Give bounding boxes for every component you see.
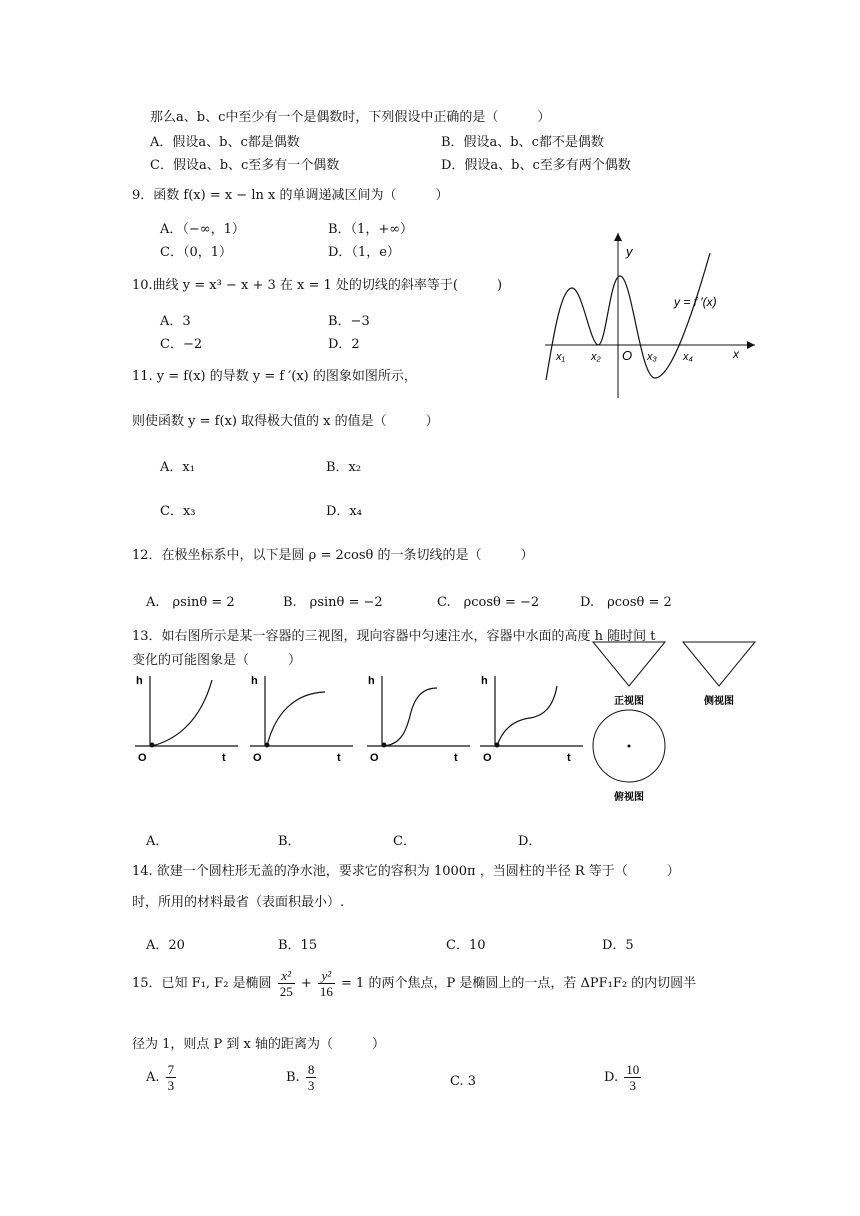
top-view-center-dot (628, 745, 631, 748)
q11-option-b[interactable]: B．x₂ (326, 460, 362, 475)
option-b-den: 3 (307, 1078, 315, 1093)
option-d-num: 10 (626, 1062, 640, 1077)
q15-option-d[interactable] (604, 1062, 643, 1093)
origin-dot (495, 743, 500, 748)
q15-stem-b: = 1 的两个焦点，P 是椭圆上的一点，若 ΔPF₁F₂ 的内切圆半 (341, 976, 697, 991)
h-label: h (368, 675, 375, 687)
option-b-num: 8 (307, 1062, 315, 1077)
tick-x1: x₁ (556, 351, 565, 363)
origin-label: O (622, 348, 633, 363)
q9-option-c[interactable]: C．（0，1） (160, 245, 232, 260)
q8-option-d[interactable]: D．假设a、b、c至多有两个偶数 (441, 158, 631, 173)
t-label: t (222, 752, 226, 764)
y-axis-arrow (614, 233, 622, 241)
graph-b-curve (267, 692, 325, 746)
h-label: h (251, 675, 258, 687)
q14-option-c[interactable]: C．10 (446, 938, 486, 953)
option-d-fraction (624, 1062, 641, 1093)
q15-option-c[interactable]: C. 3 (450, 1074, 477, 1089)
q13-option-d[interactable]: D． (518, 834, 542, 849)
q12-option-d[interactable]: D. ρcosθ = 2 (580, 595, 672, 610)
graph-d-curve (497, 686, 557, 746)
q11-option-c[interactable]: C．x₃ (160, 504, 196, 519)
front-view-triangle (593, 642, 665, 686)
q12-stem: 12．在极坐标系中，以下是圆 ρ = 2cosθ 的一条切线的是（ ） (132, 548, 534, 563)
q8-option-c[interactable]: C．假设a、b、c至多有一个偶数 (150, 158, 340, 173)
q11-stem-1: 11. y = f(x) 的导数 y = f ′(x) 的图象如图所示， (132, 369, 417, 384)
q12-option-c[interactable]: C. ρcosθ = −2 (437, 595, 540, 610)
h-label: h (136, 675, 143, 687)
q13-graph-b (245, 668, 360, 768)
option-d-den: 3 (624, 1077, 641, 1093)
option-a-label: A. (146, 1070, 160, 1085)
frac-x-den: 25 (279, 984, 293, 999)
q12-option-a[interactable]: A. ρsinθ = 2 (146, 595, 235, 610)
tick-x2: x₂ (591, 351, 601, 363)
graph-a-curve (152, 680, 212, 746)
q10-option-a[interactable]: A．3 (160, 314, 191, 329)
q8-stem: 那么a、b、c中至少有一个是偶数时，下列假设中正确的是（ ） (150, 110, 551, 125)
q9-option-d[interactable]: D．（1，e） (328, 245, 400, 260)
q13-stem-2: 变化的可能图象是（ ） (132, 653, 302, 668)
front-view-label: 正视图 (614, 696, 644, 707)
top-view-label: 俯视图 (614, 792, 644, 803)
q15-frac-y (318, 968, 335, 999)
q14-stem-1: 14. 欲建一个圆柱形无盖的净水池，要求它的容积为 1000π ，当圆柱的半径 R 等于（ ） (132, 864, 680, 879)
q15-option-a[interactable] (146, 1062, 178, 1093)
option-b-label: B. (286, 1070, 300, 1085)
q15-option-b[interactable] (286, 1062, 318, 1093)
origin-dot (382, 743, 387, 748)
frac-y-num: y² (321, 968, 332, 983)
q10-option-c[interactable]: C．−2 (160, 337, 203, 352)
option-d-label: D. (604, 1070, 619, 1085)
q10-stem: 10.曲线 y = x³ − x + 3 在 x = 1 处的切线的斜率等于( ) (132, 278, 503, 293)
t-label: t (567, 752, 571, 764)
q13-option-a[interactable]: A． (146, 834, 169, 849)
q13-graph-d (475, 668, 590, 768)
frac-x-num: x² (281, 968, 292, 983)
origin-label: O (370, 752, 379, 764)
q13-graph-c (362, 668, 477, 768)
q14-option-b[interactable]: B．15 (278, 938, 318, 953)
q9-option-b[interactable]: B．（1，+∞） (328, 222, 414, 237)
curve-label: y = f ′(x) (674, 295, 717, 309)
h-label: h (481, 675, 488, 687)
side-view-label: 侧视图 (704, 696, 734, 707)
q11-derivative-graph (540, 228, 765, 403)
q8-option-b[interactable]: B．假设a、b、c都不是偶数 (441, 135, 604, 150)
origin-label: O (483, 752, 492, 764)
q13-option-b[interactable]: B． (278, 834, 301, 849)
option-b-fraction (306, 1062, 317, 1093)
q15-stem-1 (132, 968, 696, 999)
side-view-triangle (683, 642, 755, 686)
q14-option-d[interactable]: D．5 (602, 938, 634, 953)
q11-option-a[interactable]: A．x₁ (160, 460, 195, 475)
q10-option-b[interactable]: B．−3 (328, 314, 370, 329)
q15-stem-2: 径为 1，则点 P 到 x 轴的距离为（ ） (132, 1037, 386, 1052)
q15-frac-x (278, 968, 295, 999)
q11-option-d[interactable]: D．x₄ (326, 504, 362, 519)
option-a-num: 7 (167, 1062, 175, 1077)
q9-option-a[interactable]: A．（−∞，1） (160, 222, 245, 237)
q14-option-a[interactable]: A．20 (146, 938, 185, 953)
y-label: y (626, 244, 633, 259)
option-a-fraction (166, 1062, 177, 1093)
graph-c-curve (384, 688, 437, 746)
x-label: x (733, 347, 739, 361)
q15-stem-a: 15．已知 F₁, F₂ 是椭圆 (132, 976, 272, 991)
q13-stem-1: 13．如右图所示是某一容器的三视图，现向容器中匀速注水，容器中水面的高度 h 随时间 t (132, 629, 656, 644)
x-axis-arrow (747, 341, 755, 349)
q8-option-a[interactable]: A．假设a、b、c都是偶数 (150, 135, 300, 150)
origin-dot (150, 743, 155, 748)
origin-label: O (138, 752, 147, 764)
q15-plus: + (300, 976, 312, 991)
origin-dot (265, 743, 270, 748)
option-a-den: 3 (167, 1078, 175, 1093)
q11-stem-2: 则使函数 y = f(x) 取得极大值的 x 的值是（ ） (132, 414, 439, 429)
q9-stem: 9．函数 f(x) = x − ln x 的单调递减区间为（ ） (132, 188, 449, 203)
three-view-drawing (585, 636, 760, 811)
q13-graph-a (130, 668, 245, 768)
q10-option-d[interactable]: D．2 (328, 337, 360, 352)
t-label: t (454, 752, 458, 764)
tick-x4: x₄ (683, 351, 693, 363)
origin-label: O (253, 752, 262, 764)
t-label: t (337, 752, 341, 764)
q14-stem-2: 时，所用的材料最省（表面积最小）. (132, 895, 345, 910)
tick-x3: x₃ (647, 351, 657, 363)
frac-y-den: 16 (319, 984, 333, 999)
q13-option-c[interactable]: C． (393, 834, 416, 849)
q12-option-b[interactable]: B. ρsinθ = −2 (283, 595, 383, 610)
